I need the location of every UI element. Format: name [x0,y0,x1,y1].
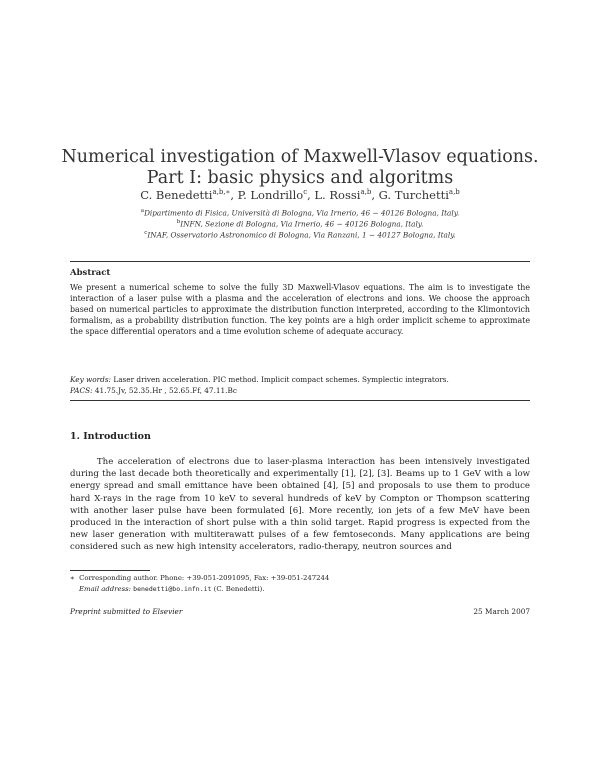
footnote-rule [70,570,150,571]
keywords-text: Laser driven acceleration. PIC method. Implicit compact schemes. Symplectic integrators. [113,375,449,384]
abstract-heading: Abstract [70,268,111,278]
section-body-text: The acceleration of electrons due to laser-plasma interaction has been intensively investigated during the last decade both theoretically and experimentally [1], [2], [3]. Beams up to 1 GeV with a low energy spread and small emittance have been obtained [4], [5] and proposals to use them to produce hard X-rays in the rage from 10 keV to several hundreds of keV by Compton or Thompson scattering with another laser pulse have been formulated [6]. More recently, ion jets of a few MeV have been produced in the interaction of short pulse with a thin solid target. Rapid progress is expected from the new laser generation with multiterawatt pulses of a few femtoseconds. Many applications are being considered such as new high intensity accelerators, radio-therapy, neutron sources and [70,457,531,553]
abstract-text: We present a numerical scheme to solve the fully 3D Maxwell-Vlasov equations. The aim is to investigate the interaction of a laser pulse with a plasma and the acceleration of electrons and ions. We choose the approach based on numerical particles to approximate the distribution function interpreted, according to the Klimontovich formalism, as a probability distribution function. The key points are a high order implicit scheme to approximate the space differential operators and a time evolution scheme of adequate accuracy. [70,283,530,336]
author-affiliation-mark: c [303,188,308,197]
section-heading: 1. Introduction [70,431,151,442]
keywords-label: Key words: [70,375,112,384]
author-name: G. Turchetti [378,188,449,202]
author-name: L. Rossi [314,188,361,202]
abstract-top-rule [70,261,530,262]
preprint-date: 25 March 2007 [473,607,530,616]
keywords-block [70,374,530,396]
email-link[interactable]: benedetti@bo.infn.it [133,585,212,593]
author-affiliation-mark: a,b [360,188,372,197]
author-affiliation-mark: a,b [448,188,460,197]
pacs-text: 41.75.Jv, 52.35.Hr , 52.65.Ff, 47.11.Bc [94,386,237,395]
author-name: C. Benedetti [140,188,213,202]
affiliation: $^c$INAF, Osservatorio Astronomico di Bologna, Via Ranzani, 1 − 40127 Bologna, Italy. [144,230,456,240]
author-list: C. Benedetti$^{a,b,∗}$, P. Londrillo$^c$, L. Rossi$^{a,b}$, G. Turchetti$^{a,b}$ [140,188,460,202]
author-affiliation-mark: a,b,∗ [212,188,231,197]
preprint-note: Preprint submitted to Elsevier [70,607,183,616]
footnote-corresponding: ∗ Corresponding author. Phone: +39-051-2091095, Fax: +39-051-247244 [70,574,330,582]
pacs-label: PACS: [70,386,93,395]
affiliation: $^a$Dipartimento di Fisica, Università di Bologna, Via Irnerio, 46 − 40126 Bologna, Italy. [140,208,460,218]
paper-title-line-2: Part I: basic physics and algoritms [146,168,454,188]
footnote-email: Email address: benedetti@bo.infn.it (C. Benedetti). [79,585,265,593]
author-name: P. Londrillo [237,188,304,202]
affiliation: $^b$INFN, Sezione di Bologna, Via Irnerio, 46 − 40126 Bologna, Italy. [176,219,424,229]
paper-title-line-1: Numerical investigation of Maxwell-Vlasov equations. [61,147,539,167]
abstract-bottom-rule [70,400,530,401]
